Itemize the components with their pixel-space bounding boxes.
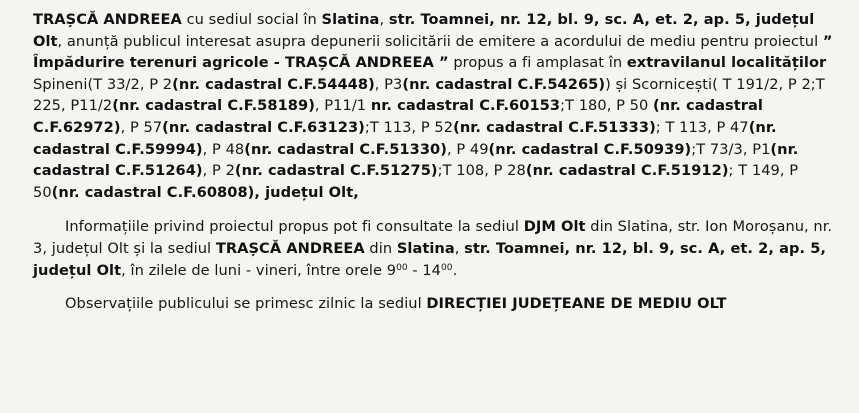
cadastral-ref: (nr. cadastral C.F.54448) [172, 75, 375, 93]
cadastral-ref: (nr. cadastral C.F.51275) [234, 162, 438, 180]
cadastral-ref: (nr. cadastral C.F.51333) [453, 118, 656, 136]
project-name: ” Împădurire terenuri agricole - TRAȘCĂ ANDREEA ” [33, 32, 833, 72]
text-segment: cu sediul social în [181, 11, 322, 28]
city-name: Slatina [321, 11, 380, 28]
company-address: str. Toamnei, nr. 12, bl. 9, sc. A, et. 2, ap. 5, județul Olt [33, 11, 815, 50]
text-segment: , în zilele de luni - vineri, între orele 9 [121, 261, 397, 279]
text-segment: ;T 73/3, P1 [691, 140, 771, 158]
text-segment: , P11/1 [314, 97, 371, 115]
text-segment: din [364, 239, 397, 257]
cadastral-ref: nr. cadastral C.F.60153 [370, 97, 561, 115]
authority-name: DJM Olt [523, 218, 586, 236]
cadastral-ref: (nr. cadastral C.F.59994) [33, 118, 777, 158]
text-segment: Spineni(T 33/2, P 2 [33, 75, 173, 93]
observations-paragraph [33, 293, 845, 315]
hour-minutes: 00 [441, 262, 453, 273]
text-segment: - 14 [407, 261, 442, 279]
company-name: TRAȘCĂ ANDREEA [33, 11, 182, 28]
cadastral-ref: (nr. cadastral C.F.51330) [244, 140, 447, 158]
company-address: str. Toamnei, nr. 12, bl. 9, sc. A, et. 2, ap. 5, județul Olt [33, 239, 826, 279]
directia-name: DIRECȚIEI JUDEȚEANE DE MEDIU OLT [426, 295, 727, 313]
text-segment: , P3 [374, 75, 403, 93]
text-segment: ;T 180, P 50 [560, 97, 653, 115]
text-segment: , P 49 [446, 140, 489, 158]
text-segment: ;T 113, P 52 [364, 118, 454, 136]
text-segment: ; T 113, P 47 [655, 118, 749, 136]
text-segment: ) și Scornicești( T 191/2, P 2;T 225, P11/2 [33, 75, 825, 115]
text-segment: Informațiile privind proiectul propus pot fi consultate la sediul [65, 218, 524, 236]
text-segment: , P 57 [120, 118, 163, 136]
cadastral-ref: (nr. cadastral C.F.63123) [162, 118, 365, 136]
text-segment: , anunță publicul interesat asupra depunerii solicitării de emitere a acordului de mediu pentru proiectul [57, 32, 823, 50]
text-segment: propus a fi amplasat în [448, 54, 627, 72]
cadastral-ref: (nr. cadastral C.F.50939) [488, 140, 692, 158]
text-segment: , P 2 [202, 162, 235, 180]
announcement-paragraph [33, 9, 845, 203]
cadastral-ref: (nr. cadastral C.F.58189) [112, 97, 315, 115]
cadastral-ref: (nr. cadastral C.F.60808) [51, 183, 255, 201]
cadastral-ref: (nr. cadastral C.F.51264) [33, 140, 799, 180]
cadastral-ref: (nr. cadastral C.F.51912) [525, 162, 729, 180]
text-segment: ;T 108, P 28 [437, 162, 526, 180]
text-segment: din Slatina, str. Ion Moroșanu, nr. 3, județul Olt și la sediul [33, 218, 833, 257]
text-segment: , județul Olt, [254, 183, 359, 201]
text-segment: Observațiile publicului se primesc zilnic la sediul [65, 295, 427, 313]
text-segment: ; T 149, P 50 [33, 162, 799, 201]
city-name: Slatina [396, 239, 455, 257]
info-paragraph [33, 216, 845, 281]
text-segment: , [454, 239, 465, 257]
cadastral-ref: (nr. cadastral C.F.62972) [33, 97, 763, 136]
cadastral-ref: (nr. cadastral C.F.54265) [402, 75, 606, 93]
text-segment: , P 48 [202, 140, 245, 158]
text-segment: . [452, 261, 458, 279]
company-name: TRAȘCĂ ANDREEA [215, 239, 365, 257]
hour-minutes: 00 [396, 262, 408, 273]
text-segment: , [379, 11, 389, 28]
extravilan-label: extravilanul localităților [626, 54, 827, 72]
